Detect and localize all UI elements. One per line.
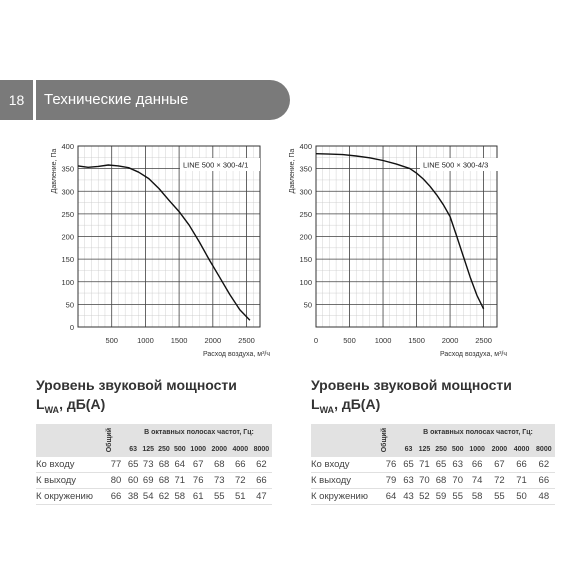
band-value-cell: 65 <box>401 457 416 473</box>
band-value-cell: 60 <box>126 473 140 489</box>
sound-title-1: Уровень звуковой мощности <box>36 377 237 393</box>
y-tick-label: 0 <box>69 323 74 332</box>
section-title: Технические данные <box>44 91 189 108</box>
x-tick-label: 2000 <box>204 336 222 345</box>
freq-header: 500 <box>449 441 466 457</box>
y-tick-label: 250 <box>299 209 312 219</box>
y-tick-label: 300 <box>61 187 74 197</box>
y-tick-label: 50 <box>303 300 312 310</box>
lwa-label-1: $L_{WA}$, дБ(А) <box>36 396 106 415</box>
band-value-cell: 58 <box>172 489 188 505</box>
table-row <box>36 473 272 489</box>
freq-header: 4000 <box>510 441 532 457</box>
total-cell: 64 <box>381 489 401 505</box>
x-tick-label: 500 <box>105 336 118 345</box>
col-total-header: Общий <box>381 428 388 453</box>
x-tick-label: 0 <box>313 336 319 345</box>
y-tick-label: 50 <box>65 300 74 310</box>
row-label: К выходу <box>311 473 381 489</box>
y-axis-label: Давление, Па <box>51 148 58 194</box>
freq-header: 1000 <box>466 441 488 457</box>
band-value-cell: 73 <box>140 457 156 473</box>
x-tick-label: 2500 <box>475 336 492 345</box>
freq-header: 250 <box>156 441 172 457</box>
band-value-cell: 38 <box>126 489 140 505</box>
x-tick-label: 2500 <box>238 336 255 345</box>
band-value-cell: 68 <box>433 473 450 489</box>
y-tick-label: 200 <box>299 232 312 242</box>
sound-table-1 <box>36 424 272 505</box>
table-row <box>311 457 555 473</box>
band-value-cell: 67 <box>488 457 510 473</box>
band-value-cell: 55 <box>449 489 466 505</box>
x-tick-label: 2000 <box>441 336 459 345</box>
total-cell: 76 <box>381 457 401 473</box>
band-value-cell: 58 <box>466 489 488 505</box>
x-tick-label: 1000 <box>137 336 154 345</box>
band-value-cell: 66 <box>533 473 555 489</box>
total-cell: 77 <box>106 457 126 473</box>
band-value-cell: 66 <box>251 473 272 489</box>
row-label: Ко входу <box>36 457 106 473</box>
y-tick-label: 300 <box>299 187 312 197</box>
row-label: Ко входу <box>311 457 381 473</box>
model-label: LINE 500 × 300-4/3 <box>423 160 489 170</box>
x-tick-label: 1000 <box>374 336 392 345</box>
freq-header: 2000 <box>209 441 230 457</box>
bands-header: В октавных полосах частот, Гц: <box>401 424 555 441</box>
y-tick-label: 400 <box>61 142 74 151</box>
bands-header: В октавных полосах частот, Гц: <box>126 424 272 441</box>
band-value-cell: 43 <box>401 489 416 505</box>
band-value-cell: 63 <box>401 473 416 489</box>
band-value-cell: 54 <box>140 489 156 505</box>
table-row <box>311 489 555 505</box>
x-tick-label: 1500 <box>170 336 188 345</box>
sound-table-2 <box>311 424 555 505</box>
band-value-cell: 52 <box>416 489 433 505</box>
band-value-cell: 55 <box>488 489 510 505</box>
page-number: 18 <box>0 80 33 120</box>
total-cell: 80 <box>106 473 126 489</box>
sound-title-2: Уровень звуковой мощности <box>311 377 512 393</box>
y-tick-label: 100 <box>61 277 74 287</box>
col-total-header: Общий <box>106 428 113 453</box>
row-label: К выходу <box>36 473 106 489</box>
band-value-cell: 64 <box>172 457 188 473</box>
y-tick-label: 350 <box>61 164 74 174</box>
band-value-cell: 62 <box>533 457 555 473</box>
band-value-cell: 68 <box>156 457 172 473</box>
y-axis-label: Давление, Па <box>289 148 296 194</box>
freq-header: 4000 <box>230 441 251 457</box>
freq-header: 8000 <box>251 441 272 457</box>
x-axis-label: Расход воздуха, м³/ч <box>202 351 270 358</box>
freq-header: 125 <box>416 441 433 457</box>
table-row <box>36 489 272 505</box>
freq-header: 8000 <box>533 441 555 457</box>
y-tick-label: 200 <box>61 232 74 242</box>
band-value-cell: 74 <box>466 473 488 489</box>
band-value-cell: 55 <box>209 489 230 505</box>
total-cell: 66 <box>106 489 126 505</box>
x-tick-label: 500 <box>343 336 356 345</box>
band-value-cell: 72 <box>230 473 251 489</box>
row-label: К окружению <box>36 489 106 505</box>
y-tick-label: 150 <box>61 255 74 265</box>
band-value-cell: 61 <box>188 489 209 505</box>
freq-header: 63 <box>126 441 140 457</box>
band-value-cell: 69 <box>140 473 156 489</box>
table-row <box>311 473 555 489</box>
x-tick-label: 1500 <box>408 336 425 345</box>
y-tick-label: 150 <box>299 255 312 265</box>
band-value-cell: 72 <box>488 473 510 489</box>
band-value-cell: 62 <box>156 489 172 505</box>
band-value-cell: 70 <box>449 473 466 489</box>
band-value-cell: 48 <box>533 489 555 505</box>
row-label: К окружению <box>311 489 381 505</box>
band-value-cell: 67 <box>188 457 209 473</box>
freq-header: 1000 <box>188 441 209 457</box>
freq-header: 125 <box>140 441 156 457</box>
band-value-cell: 63 <box>449 457 466 473</box>
band-value-cell: 68 <box>156 473 172 489</box>
freq-header: 250 <box>433 441 450 457</box>
series-line <box>316 154 484 309</box>
freq-header: 63 <box>401 441 416 457</box>
band-value-cell: 70 <box>416 473 433 489</box>
table-row <box>36 457 272 473</box>
band-value-cell: 50 <box>510 489 532 505</box>
band-value-cell: 65 <box>126 457 140 473</box>
y-tick-label: 400 <box>299 142 312 151</box>
band-value-cell: 59 <box>433 489 450 505</box>
band-value-cell: 62 <box>251 457 272 473</box>
model-label: LINE 500 × 300-4/1 <box>183 160 249 170</box>
y-tick-label: 100 <box>299 277 312 287</box>
lwa-label-2: $L_{WA}$, дБ(А) <box>311 396 381 415</box>
band-value-cell: 71 <box>416 457 433 473</box>
band-value-cell: 71 <box>172 473 188 489</box>
band-value-cell: 66 <box>466 457 488 473</box>
band-value-cell: 68 <box>209 457 230 473</box>
x-axis-label: Расход воздуха, м³/ч <box>439 351 507 358</box>
y-tick-label: 350 <box>299 164 312 174</box>
band-value-cell: 73 <box>209 473 230 489</box>
band-value-cell: 76 <box>188 473 209 489</box>
y-tick-label: 250 <box>61 209 74 219</box>
total-cell: 79 <box>381 473 401 489</box>
freq-header: 2000 <box>488 441 510 457</box>
band-value-cell: 51 <box>230 489 251 505</box>
band-value-cell: 47 <box>251 489 272 505</box>
freq-header: 500 <box>172 441 188 457</box>
band-value-cell: 66 <box>230 457 251 473</box>
band-value-cell: 66 <box>510 457 532 473</box>
band-value-cell: 71 <box>510 473 532 489</box>
band-value-cell: 65 <box>433 457 450 473</box>
